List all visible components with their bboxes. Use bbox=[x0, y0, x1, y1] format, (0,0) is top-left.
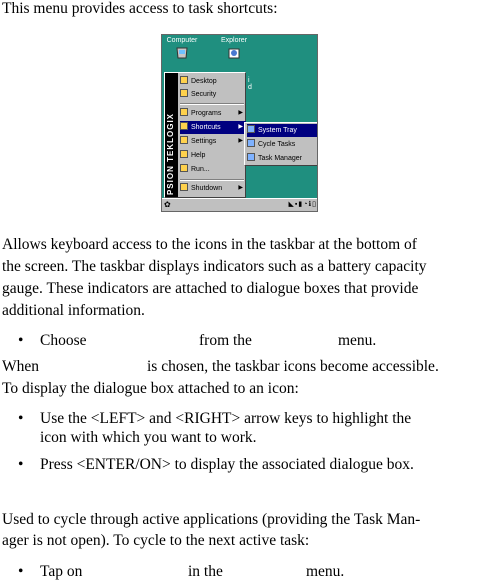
start-button-icon[interactable]: ✿ bbox=[164, 200, 171, 209]
menu-item-label: Run... bbox=[191, 166, 210, 173]
from-the-text: from the bbox=[199, 332, 252, 349]
computer-icon bbox=[175, 46, 189, 60]
system-tray-icon bbox=[247, 125, 255, 133]
menu-separator bbox=[180, 179, 244, 181]
brand-psion: PSION bbox=[166, 165, 175, 195]
when-text: When bbox=[2, 358, 40, 375]
submenu-item-label: System Tray bbox=[258, 127, 297, 134]
submenu-item-cycle-tasks[interactable] bbox=[247, 138, 317, 151]
bullet: • bbox=[18, 410, 24, 427]
system-tray-description-line1: Allows keyboard access to the icons in the taskbar at the bottom of bbox=[2, 236, 417, 253]
brand-banner bbox=[165, 73, 178, 197]
system-tray-description-line4: additional information. bbox=[2, 302, 145, 319]
run-icon bbox=[180, 164, 188, 172]
settings-icon bbox=[180, 136, 188, 144]
menu-item-settings[interactable] bbox=[180, 135, 246, 148]
menu-item-label: Settings bbox=[191, 138, 217, 145]
instruction-arrow-keys-line1: Use the <LEFT> and <RIGHT> arrow keys to highlight the bbox=[40, 410, 412, 427]
brand-teklogix: TEKLOGIX bbox=[166, 112, 175, 162]
task-manager-icon bbox=[247, 153, 255, 161]
chevron-right-icon: ▶ bbox=[238, 124, 243, 130]
menu-item-label: Shutdown bbox=[191, 185, 223, 192]
explorer-label: Explorer bbox=[220, 37, 248, 44]
security-icon bbox=[180, 89, 188, 97]
help-icon bbox=[180, 150, 188, 158]
bullet: • bbox=[18, 563, 24, 580]
submenu-item-task-manager[interactable] bbox=[247, 152, 317, 165]
menu-text: menu. bbox=[338, 332, 377, 349]
taskbar bbox=[162, 198, 318, 211]
intro-text: This menu provides access to task shortcuts: bbox=[2, 0, 278, 17]
start-menu-screenshot bbox=[161, 34, 318, 212]
submenu-item-label: Task Manager bbox=[258, 155, 302, 162]
menu-item-security[interactable] bbox=[180, 88, 246, 101]
system-tray-description-line3: gauge. These indicators are attached to dialogue boxes that provide bbox=[2, 280, 419, 297]
menu-item-desktop[interactable] bbox=[180, 75, 246, 88]
system-tray-description-line2: the screen. The taskbar displays indicators such as a battery capacity bbox=[2, 258, 427, 275]
tray-icons[interactable]: ◣▪▮◔ℹ▯ bbox=[288, 201, 317, 208]
menu-item-programs[interactable] bbox=[180, 107, 246, 120]
choose-text: Choose bbox=[40, 332, 87, 349]
menu-separator bbox=[180, 103, 244, 105]
submenu-item-label: Cycle Tasks bbox=[258, 141, 296, 148]
chevron-right-icon: ▶ bbox=[238, 185, 243, 191]
menu-item-shortcuts[interactable] bbox=[180, 121, 246, 134]
cycle-tasks-description-line1: Used to cycle through active applications (providing the Task Man- bbox=[2, 511, 421, 528]
chevron-right-icon: ▶ bbox=[238, 110, 243, 116]
shortcuts-icon bbox=[180, 122, 188, 130]
start-menu bbox=[164, 72, 246, 198]
desktop-background-text: i d bbox=[248, 77, 252, 91]
cycle-tasks-icon bbox=[247, 139, 255, 147]
menu-item-label: Shortcuts bbox=[191, 124, 221, 131]
menu-item-help[interactable] bbox=[180, 149, 246, 162]
shutdown-icon bbox=[180, 183, 188, 191]
to-display-text: To display the dialogue box attached to an icon: bbox=[2, 380, 299, 397]
menu-item-label: Help bbox=[191, 152, 206, 159]
menu-item-run[interactable] bbox=[180, 163, 246, 176]
shortcuts-submenu bbox=[244, 122, 318, 166]
brand-text bbox=[166, 113, 177, 195]
desktop-icon bbox=[180, 76, 188, 84]
menu-item-shutdown[interactable] bbox=[180, 182, 246, 195]
bullet: • bbox=[18, 456, 24, 473]
instruction-enter: Press <ENTER/ON> to display the associated dialogue box. bbox=[40, 456, 414, 473]
bullet: • bbox=[18, 332, 24, 349]
in-the-text: in the bbox=[188, 563, 223, 580]
computer-desktop-icon bbox=[166, 37, 198, 60]
instruction-arrow-keys-line2: icon with which you want to work. bbox=[40, 429, 257, 446]
menu-item-label: Programs bbox=[191, 110, 222, 117]
programs-icon bbox=[180, 108, 188, 116]
menu-text: menu. bbox=[306, 563, 345, 580]
explorer-desktop-icon bbox=[217, 37, 251, 60]
menu-item-label: Desktop bbox=[191, 78, 217, 85]
chevron-right-icon: ▶ bbox=[238, 138, 243, 144]
is-chosen-text: is chosen, the taskbar icons become accessible. bbox=[147, 358, 439, 375]
menu-item-label: Security bbox=[191, 91, 217, 98]
cycle-tasks-description-line2: ager is not open). To cycle to the next active task: bbox=[2, 532, 310, 549]
explorer-icon bbox=[227, 46, 241, 60]
computer-label: Computer bbox=[166, 37, 198, 44]
submenu-item-system-tray[interactable] bbox=[247, 124, 317, 137]
tap-on-text: Tap on bbox=[40, 563, 83, 580]
